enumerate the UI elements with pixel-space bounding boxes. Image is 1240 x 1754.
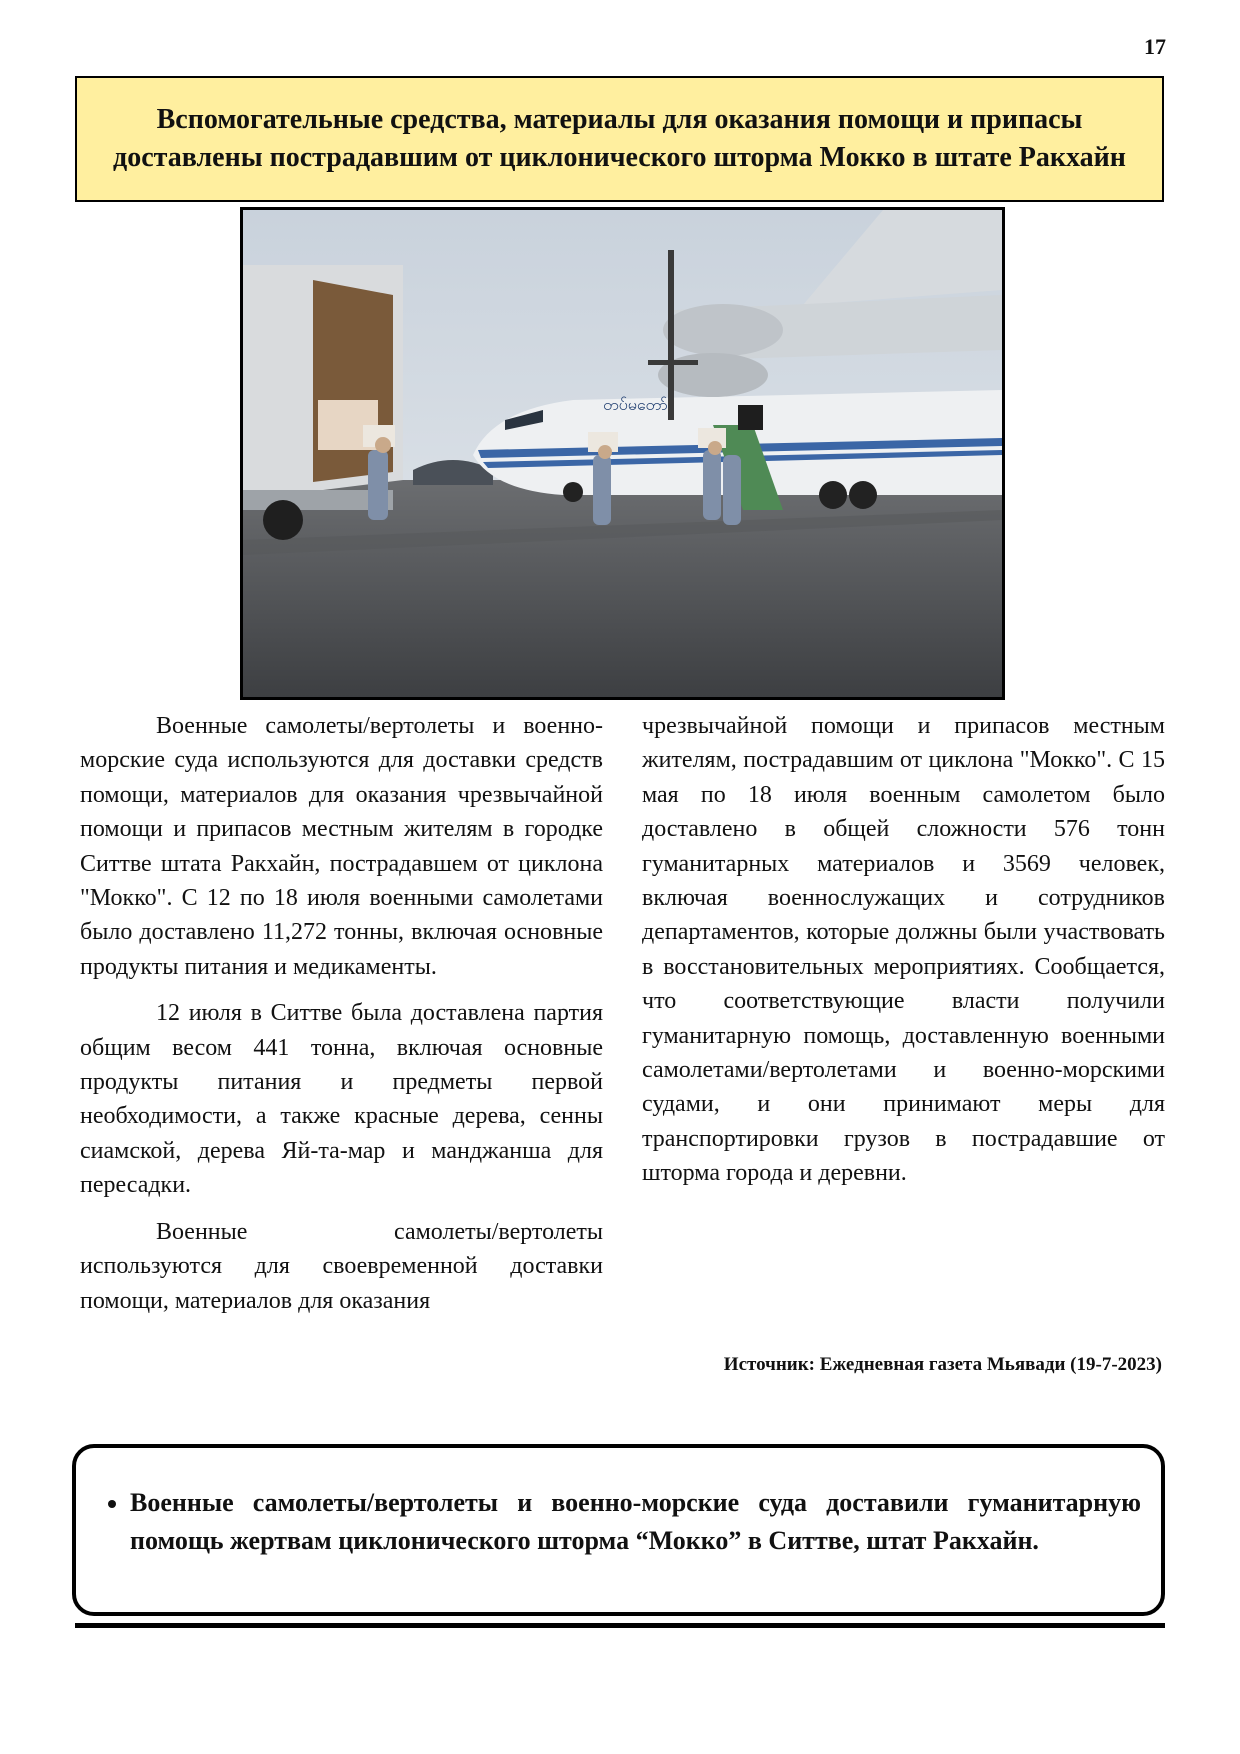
summary-list (76, 1484, 1161, 1560)
paragraph-2: 12 июля в Ситтве была доставлена партия общим весом 441 тонна, включая основные продукты питания и предметы первой необходимости, а также красные дерева, сенны сиамской, дерева Яй-та-мар и манджанша для пересадки. (80, 1000, 603, 1199)
right-column (642, 709, 1165, 1191)
photo-illustration (243, 210, 1002, 697)
paragraph-3-continued: чрезвычайной помощи и припасов местным жителям, пострадавшим от циклона "Мокко". С 15 мая по 18 июля военным самолетом было доставлено в общей сложности 576 тонн гуманитарных материалов и 3569 человек, включая военнослужащих и сотрудников департаментов, которые должны были участвовать в восстановительных мероприятиях. Сообщается, что соответствующие власти получили гуманитарную помощь, доставленную военными самолетами/вертолетами и военно-морскими судами, и они принимают меры для транспортировки грузов в пострадавшие от шторма города и деревни. (642, 713, 1165, 1187)
article-title: Вспомогательные средства, материалы для оказания помощи и припасы доставлены пострадавшим от циклонического шторма Мокко в штате Ракхайн (113, 104, 1126, 173)
aircraft-marking: တပ်မတော် (603, 395, 668, 414)
left-column (80, 709, 603, 1318)
title-box (75, 76, 1164, 202)
paragraph-1: Военные самолеты/вертолеты и военно-морские суда используются для доставки средств помощи, материалов для оказания чрезвычайной помощи и припасов местным жителям в городке Ситтве штата Ракхайн, пострадавшем от циклона "Мокко". С 12 по 18 июля военными самолетами было доставлено 11,272 тонны, включая основные продукты питания и медикаменты. (80, 713, 603, 980)
article-photo (240, 207, 1005, 700)
page-number: 17 (1144, 34, 1166, 59)
summary-item: • Военные самолеты/вертолеты и военно-морские суда доставили гуманитарную помощь жертвам циклонического шторма “Мокко” в Ситтве, штат Ракхайн. (130, 1484, 1141, 1560)
summary-box (72, 1444, 1165, 1616)
source-credit: Источник: Ежедневная газета Мьявади (19-7-2023) (723, 1354, 1162, 1375)
bottom-rule (75, 1623, 1165, 1628)
paragraph-3-start: Военные самолеты/вертолеты используются для своевременной доставки помощи, материалов для оказания (80, 1218, 603, 1314)
